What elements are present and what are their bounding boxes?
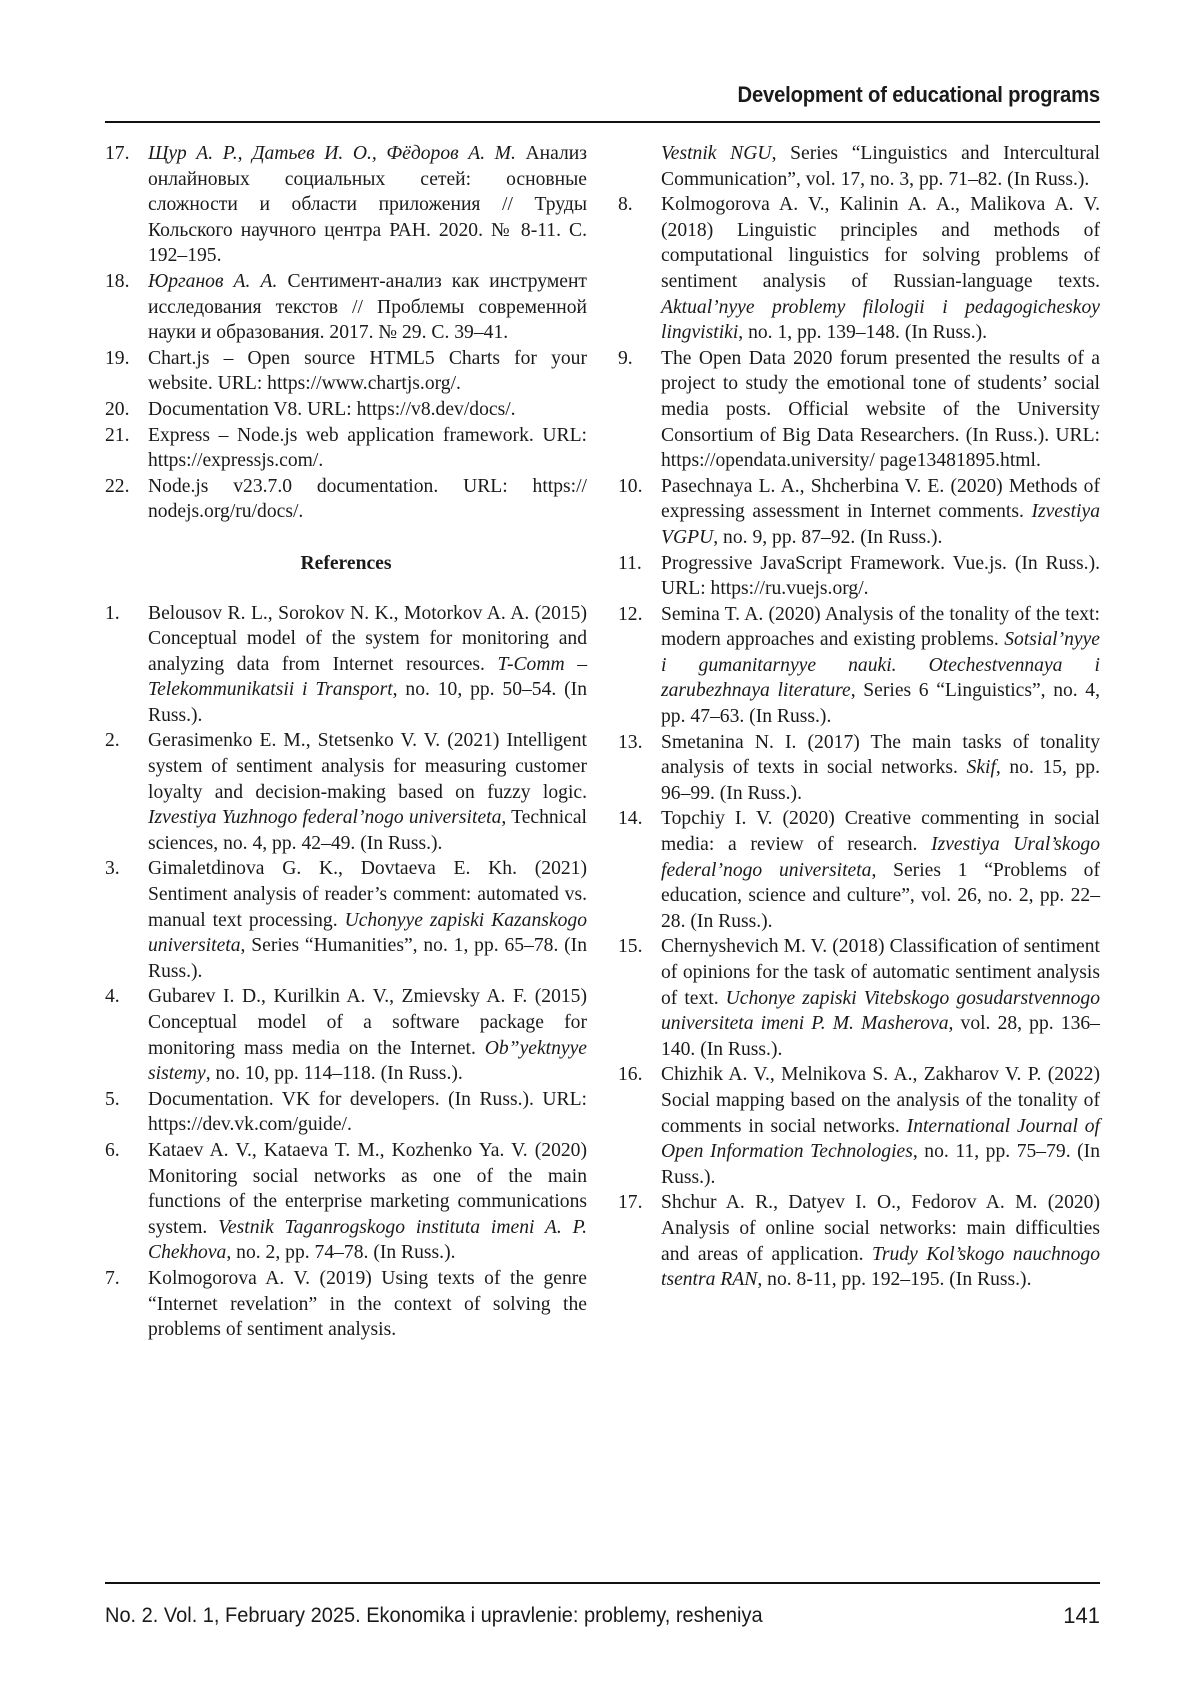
reference-text: Node.js v23.7.0 documentation. URL: https:// nodejs.org/ru/docs/. [148,475,587,523]
reference-body [661,192,1100,346]
reference-item [618,934,1100,1062]
reference-body [661,141,1100,192]
reference-body [661,346,1100,474]
reference-text: Chizhik A. V., Melnikova S. A., Zakharov V. P. (2022) Social mapping based on the analysis of the tonality of comments in social networks. [661,1064,1100,1137]
reference-text: , no. 9, pp. 87–92. (In Russ.). [713,526,943,548]
reference-text: Documentation. VK for developers. (In Russ.). URL: https://dev.vk.com/guide/. [148,1088,587,1136]
reference-body [661,1190,1100,1292]
reference-body [148,397,587,423]
right-column [618,141,1100,1293]
journal-info: No. 2. Vol. 1, February 2025. Ekonomika i upravlenie: problemy, resheniya [105,1603,763,1627]
reference-item [105,728,587,856]
reference-item [618,551,1100,602]
reference-number: 7. [105,1267,120,1289]
reference-body [148,1087,587,1138]
reference-text: Gimaletdinova G. K., Dovtaeva E. Kh. (2021) Sentiment analysis of reader’s comment: automated vs. manual text processing. [148,858,587,931]
source-title: Uchonye zapiski Vitebskogo gosudarstvennogo universiteta imeni P. M. Masherova [661,987,1100,1035]
reference-text: Сентимент-анализ как инструмент исследования текстов // Проблемы современной науки и образования. 2017. № 29. С. 39–41. [148,270,587,344]
reference-text: Smetanina N. I. (2017) The main tasks of tonality analysis of texts in social networks. [661,731,1100,779]
source-title: Trudy Kol’skogo nauchnogo tsentra RAN [661,1243,1100,1291]
reference-number: 20. [105,398,130,420]
header-rule [105,121,1100,123]
reference-item [618,346,1100,474]
reference-item [105,1138,587,1266]
reference-number: 21. [105,424,130,446]
reference-text: Shchur A. R., Datyev I. O., Fedorov A. M. (2020) Analysis of online social networks: main difficulties and areas of application. [661,1192,1100,1265]
reference-item [105,141,587,269]
reference-text: , Technical sciences, no. 4, pp. 42–49. (In Russ.). [148,807,588,854]
reference-body [148,346,587,397]
reference-text: Pasechnaya L. A., Shcherbina V. E. (2020) Methods of expressing assessment in Internet comments. [661,475,1100,523]
reference-body [148,269,587,346]
reference-text: , no. 11, pp. 75–79. (In Russ.). [661,1141,1100,1188]
reference-body [661,806,1100,934]
reference-text: , no. 10, pp. 50–54. (In Russ.). [148,679,587,726]
reference-body [661,934,1100,1062]
source-title: Ob”yektnyye sistemy [148,1037,587,1085]
source-title: Юрганов А. А. [148,270,278,292]
reference-number: 19. [105,347,130,369]
reference-item [105,346,587,397]
reference-item [618,730,1100,807]
reference-text: , no. 8-11, pp. 192–195. (In Russ.). [757,1269,1032,1291]
reference-body [661,551,1100,602]
reference-number: 8. [618,194,633,216]
reference-item [105,984,587,1086]
reference-text: , Series “Linguistics and Intercultural Communication”, vol. 17, no. 3, pp. 71–82. (In Russ.). [661,143,1100,190]
page-number: 141 [1063,1603,1100,1628]
reference-text: Documentation V8. URL: https://v8.dev/docs/. [148,398,516,420]
reference-text: , no. 10, pp. 114–118. (In Russ.). [205,1063,463,1085]
reference-number: 9. [618,347,633,369]
reference-item [618,602,1100,730]
reference-number: 16. [618,1064,643,1086]
reference-item [105,1266,587,1343]
reference-body [148,856,587,984]
source-title: International Journal of Open Information Technologies [661,1115,1100,1163]
reference-body [148,601,587,729]
source-title: Vestnik NGU [661,143,772,164]
reference-body [148,141,587,269]
reference-text: , no. 15, pp. 96–99. (In Russ.). [661,757,1100,804]
reference-text: Kolmogorova A. V., Kalinin A. A., Malikova A. V. (2018) Linguistic principles and methods of computational linguistics for solving problems of sentiment analysis of Russian-language texts. [661,194,1100,292]
reference-text: Semina T. A. (2020) Analysis of the tonality of the text: modern approaches and existing problems. [661,603,1100,651]
reference-text: , no. 1, pp. 139–148. (In Russ.). [738,322,988,344]
reference-body [661,730,1100,807]
reference-text: , vol. 28, pp. 136–140. (In Russ.). [661,1013,1100,1060]
source-title: Skif [966,757,996,779]
reference-item [618,1062,1100,1190]
reference-number: 15. [618,936,643,958]
reference-text: , no. 2, pp. 74–78. (In Russ.). [226,1242,456,1264]
reference-body [661,1062,1100,1190]
reference-text: Gubarev I. D., Kurilkin A. V., Zmievsky A. F. (2015) Conceptual model of a software package for monitoring mass media on the Internet. [148,986,587,1059]
reference-item [105,423,587,474]
source-title: Izvestiya VGPU [661,501,1100,548]
reference-number: 4. [105,986,120,1008]
reference-text: , Series 1 “Problems of education, science and culture”, vol. 26, no. 2, pp. 22–28. (In Russ.). [661,859,1100,932]
reference-text: Progressive JavaScript Framework. Vue.js. (In Russ.). URL: https://ru.vuejs.org/. [661,552,1100,600]
reference-body [148,423,587,474]
reference-body [148,1138,587,1266]
reference-text: Kolmogorova A. V. (2019) Using texts of the genre “Internet revelation” in the context of solving the problems of sentiment analysis. [148,1267,587,1341]
reference-text: Gerasimenko E. M., Stetsenko V. V. (2021) Intelligent system of sentiment analysis for measuring customer loyalty and decision-making based on fuzzy logic. [148,730,587,803]
reference-item [105,474,587,525]
reference-number: 18. [105,270,130,292]
russian-reference-list [105,141,587,525]
reference-text: Chart.js – Open source HTML5 Charts for your website. URL: https://www.chartjs.org/. [148,347,587,395]
english-reference-list [105,601,587,1343]
footer-rule [105,1582,1100,1584]
reference-body [148,474,587,525]
reference-item [618,192,1100,346]
reference-number: 12. [618,603,643,625]
reference-number: 10. [618,475,643,497]
reference-number: 14. [618,808,643,830]
reference-item [105,856,587,984]
reference-item [618,474,1100,551]
reference-continuation [618,141,1100,192]
reference-item [105,601,587,729]
source-title: Izvestiya Yuzhnogo federal’nogo universiteta [148,807,502,829]
reference-number: 5. [105,1088,120,1110]
reference-number: 3. [105,858,120,880]
reference-text: Topchiy I. V. (2020) Creative commenting in social media: a review of research. [661,808,1100,856]
reference-number: 6. [105,1139,120,1161]
reference-body [148,1266,587,1343]
reference-item [618,1190,1100,1292]
source-title: Aktual’nyye problemy filologii i pedagogicheskoy lingvistiki [661,296,1100,344]
running-head: Development of educational programs [737,82,1100,107]
source-title: Uchonyye zapiski Kazanskogo universiteta [148,909,587,957]
references-heading: References [300,552,392,574]
reference-text: Chernyshevich M. V. (2018) Classification of sentiment of opinions for the task of automatic sentiment analysis of text. [661,936,1100,1009]
reference-number: 2. [105,730,120,752]
reference-item [105,1087,587,1138]
source-title: Щур А. Р., Датьев И. О., Фёдоров А. М. [148,143,516,164]
left-column [105,141,587,1343]
reference-text: The Open Data 2020 forum presented the results of a project to study the emotional tone of students’ social media posts. Official website of the University Consortium of Big Data Researchers. (In Russ.). URL: https://opendata.university/ page13481895.html. [661,347,1100,472]
source-title: Sotsial’nyye i gumanitarnyye nauki. Otechestvennaya i zarubezhnaya literature [661,629,1100,702]
reference-text: , Series “Humanities”, no. 1, pp. 65–78. (In Russ.). [148,935,587,982]
reference-body [661,602,1100,730]
reference-body [148,984,587,1086]
reference-number: 11. [618,552,642,574]
reference-text: Kataev A. V., Kataeva T. M., Kozhenko Ya. V. (2020) Monitoring social networks as one of the main functions of the enterprise marketing communications system. [148,1139,587,1238]
reference-number: 1. [105,602,120,624]
reference-item [105,269,587,346]
reference-item [618,806,1100,934]
source-title: Vestnik Taganrogskogo instituta imeni A. P. Chekhova [148,1216,587,1264]
english-reference-list-continued [618,192,1100,1293]
reference-text: , Series 6 “Linguistics”, no. 4, pp. 47–63. (In Russ.). [661,680,1101,728]
reference-number: 17. [618,1192,643,1214]
reference-number: 22. [105,475,130,497]
reference-number: 13. [618,731,643,753]
source-title: Izvestiya Ural’skogo federal’nogo universiteta [661,834,1100,881]
reference-body [148,728,587,856]
reference-text: Belousov R. L., Sorokov N. K., Motorkov A. A. (2015) Conceptual model of the system for monitoring and analyzing data from Internet resources. [148,602,587,675]
reference-item [105,397,587,423]
reference-text: Анализ онлайновых социальных сетей: основные сложности и области приложения // Труды Кольского научного центра РАН. 2020. № 8-11. С. 192–195. [148,143,587,267]
reference-number: 17. [105,143,130,164]
source-title: T-Comm – Telekommunikatsii i Transport [148,653,587,701]
reference-body [661,474,1100,551]
reference-text: Express – Node.js web application framework. URL: https://expressjs.com/. [148,424,587,472]
